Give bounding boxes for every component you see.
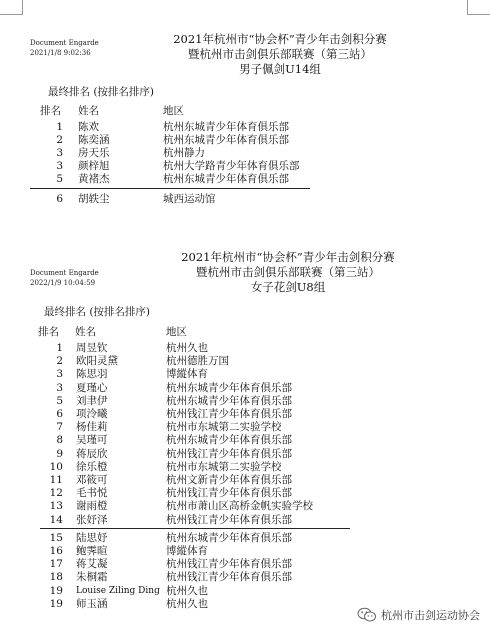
table-row: [0, 570, 490, 584]
title-line: 暨杭州市击剑俱乐部联赛（第三站）: [188, 47, 372, 61]
region-cell: 杭州东城青少年体育俱乐部: [163, 121, 289, 133]
sheet-title: [130, 32, 430, 77]
region-cell: 杭州大学路青少年体育俱乐部: [163, 160, 300, 172]
rank-cell: 17: [49, 558, 63, 571]
header-rank: 排名: [40, 105, 61, 117]
region-cell: 杭州市东城第二实验学校: [166, 421, 282, 434]
name-cell: 房天乐: [78, 147, 110, 159]
header-region: 地区: [166, 326, 187, 338]
rank-cell: 14: [49, 513, 63, 526]
region-cell: 博縱体育: [166, 545, 208, 557]
region-cell: 杭州东城青少年体育俱乐部: [163, 134, 289, 146]
region-cell: 杭州钱江青少年体育俱乐部: [166, 487, 292, 500]
table-row: [0, 120, 490, 134]
name-cell: 杨佳莉: [76, 421, 108, 434]
rank-cell: 19: [49, 584, 63, 597]
name-cell: 刘聿伊: [76, 394, 108, 407]
header-name: 姓名: [78, 105, 99, 117]
table-row: [0, 499, 490, 513]
rank-cell: 10: [49, 460, 63, 473]
table-row: [0, 460, 490, 474]
region-cell: 杭州钱江青少年体育俱乐部: [166, 558, 292, 571]
region-cell: 杭州东城青少年体育俱乐部: [166, 531, 292, 544]
table-row: [0, 367, 490, 381]
title-line: 男子佩剑U14组: [239, 62, 321, 76]
rank-cell: 7: [56, 421, 63, 434]
section-title: 最终排名 (按排名排序): [44, 306, 151, 318]
name-cell: 黄褚杰: [78, 173, 110, 185]
title-line: 暨杭州市击剑俱乐部联赛（第三站）: [196, 265, 380, 279]
rank-cell: 11: [49, 474, 63, 486]
region-cell: 杭州钱江青少年体育俱乐部: [166, 447, 292, 460]
region-cell: 杭州东城青少年体育俱乐部: [166, 381, 292, 394]
timestamp: 2021/1/8 9:02:36: [30, 49, 91, 57]
name-cell: 胡轶尘: [78, 193, 110, 205]
wechat-watermark: [357, 605, 480, 625]
rank-cell: 3: [56, 160, 63, 172]
name-cell: 陈欢: [78, 121, 99, 133]
table-row: [0, 159, 490, 173]
name-cell: 周昱钦: [76, 342, 108, 354]
name-cell: 张妤泽: [76, 513, 108, 526]
name-cell: 邓筱可: [76, 474, 108, 486]
rank-cell: 16: [49, 545, 63, 557]
table-row: [0, 486, 490, 500]
watermark-text: 杭州市击剑运动协会: [381, 609, 480, 622]
software-label: Document Engarde: [30, 39, 99, 47]
sheet-title: [138, 250, 438, 295]
name-cell: 鲍霁暄: [76, 545, 108, 557]
table-row: [0, 354, 490, 368]
table-header: [0, 325, 490, 339]
rank-cell: 13: [49, 500, 63, 513]
header-rank: 排名: [38, 326, 59, 338]
wechat-icon: [357, 607, 377, 623]
table-row: [0, 544, 490, 558]
table-row: [0, 192, 490, 206]
region-cell: 杭州东城青少年体育俱乐部: [163, 173, 289, 185]
region-cell: 杭州久也: [166, 597, 208, 610]
rank-cell: 9: [56, 447, 63, 460]
region-cell: 杭州久也: [166, 342, 208, 354]
name-cell: 欧阳灵黛: [76, 355, 118, 368]
software-label: Document Engarde: [30, 269, 99, 277]
name-cell: 蒋辰欣: [76, 447, 108, 460]
name-cell: 蒋艾凝: [76, 558, 108, 571]
table-row: [0, 146, 490, 160]
table-row: [0, 172, 490, 186]
rank-cell: 3: [56, 381, 63, 394]
region-cell: 杭州德胜万国: [166, 355, 229, 368]
header-name: 姓名: [75, 326, 96, 338]
name-cell: 陆思妤: [76, 531, 108, 544]
rank-cell: 15: [49, 531, 63, 544]
table-row: [0, 420, 490, 434]
rank-cell: 5: [56, 394, 63, 407]
region-cell: 杭州市东城第二实验学校: [166, 460, 282, 473]
table-row: [0, 513, 490, 527]
rank-cell: 6: [56, 193, 63, 205]
rank-cell: 2: [56, 355, 63, 368]
rank-cell: 12: [49, 487, 63, 500]
region-cell: 杭州静力: [163, 147, 205, 159]
name-cell: 夏瑾心: [76, 381, 108, 394]
group-separator: [40, 528, 350, 529]
rank-cell: 2: [56, 134, 63, 146]
rank-cell: 18: [49, 571, 63, 584]
title-line: 女子花剑U8组: [250, 280, 326, 294]
name-cell: 项泠曦: [76, 408, 108, 420]
table-row: [0, 394, 490, 408]
page-corner-mark-left: [0, 0, 23, 15]
table-row: [0, 341, 490, 355]
region-cell: 杭州久也: [166, 584, 208, 597]
region-cell: 杭州东城青少年体育俱乐部: [166, 394, 292, 407]
name-cell: 徐乐橙: [76, 460, 108, 473]
name-cell: 谢雨橙: [76, 500, 108, 513]
title-line: 2021年杭州市“协会杯”青少年击剑积分赛: [181, 250, 395, 264]
name-cell: 陈奕涵: [78, 134, 110, 146]
name-cell: 朱桐霜: [76, 571, 108, 584]
rank-cell: 1: [56, 342, 63, 354]
sheet-meta: [30, 38, 99, 58]
name-cell: Louise Ziling Ding: [76, 585, 160, 596]
group-separator: [30, 188, 310, 189]
rank-cell: 19: [49, 597, 63, 610]
table-row: [0, 433, 490, 447]
region-cell: 杭州钱江青少年体育俱乐部: [166, 408, 292, 420]
table-row: [0, 473, 490, 487]
table-row: [0, 584, 490, 598]
region-cell: 杭州钱江青少年体育俱乐部: [166, 571, 292, 584]
name-cell: 毛书悦: [76, 487, 108, 500]
section-title: 最终排名 (按排名排序): [48, 86, 155, 98]
rank-cell: 1: [56, 121, 63, 133]
page-corner-mark-right: [467, 0, 490, 15]
region-cell: 博縱体育: [166, 368, 208, 381]
rank-cell: 8: [56, 434, 63, 447]
title-line: 2021年杭州市“协会杯”青少年击剑积分赛: [173, 32, 387, 46]
table-header: [0, 104, 490, 118]
table-row: [0, 447, 490, 461]
name-cell: 师玉涵: [76, 597, 108, 610]
sheet-meta: [30, 268, 99, 288]
region-cell: 杭州市萧山区高桥金帆实验学校: [166, 500, 313, 513]
timestamp: 2022/1/9 10:04:59: [30, 279, 96, 287]
name-cell: 吴瑾可: [76, 434, 108, 447]
name-cell: 陈思羽: [76, 368, 108, 381]
table-row: [0, 133, 490, 147]
rank-cell: 5: [56, 173, 63, 185]
table-row: [0, 557, 490, 571]
header-region: 地区: [163, 105, 184, 117]
table-row: [0, 407, 490, 421]
table-row: [0, 531, 490, 545]
name-cell: 颜梓旭: [78, 160, 110, 172]
rank-cell: 3: [56, 147, 63, 159]
table-row: [0, 381, 490, 395]
rank-cell: 3: [56, 368, 63, 381]
rank-cell: 6: [56, 408, 63, 420]
region-cell: 杭州东城青少年体育俱乐部: [166, 434, 292, 447]
region-cell: 城西运动馆: [163, 193, 216, 205]
region-cell: 杭州文新青少年体育俱乐部: [166, 474, 292, 486]
region-cell: 杭州钱江青少年体育俱乐部: [166, 513, 292, 526]
